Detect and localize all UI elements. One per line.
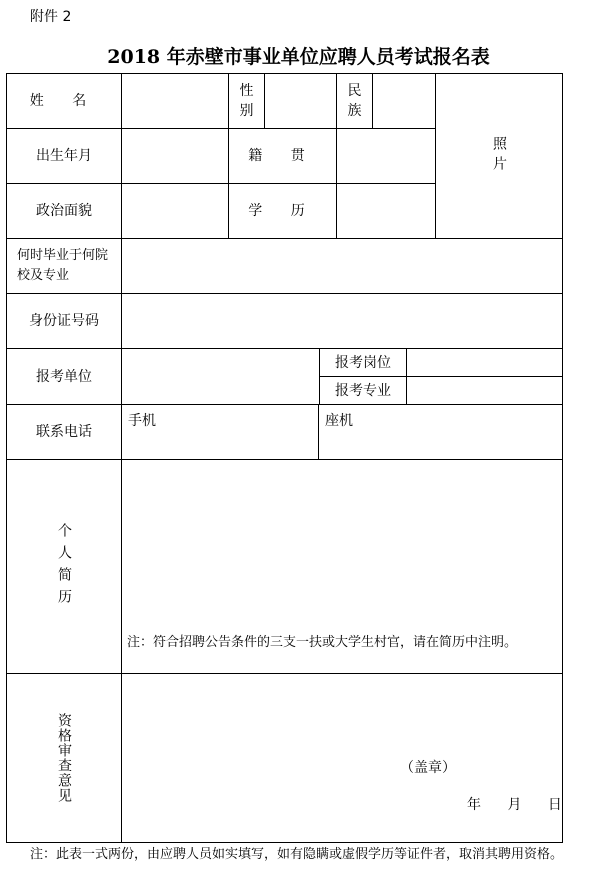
graduation-label: 何时毕业于何院校及专业 [17, 248, 109, 283]
table-border-right [562, 73, 563, 843]
ethnicity-label: 民族 [347, 83, 362, 119]
education-label: 学 历 [248, 203, 317, 219]
table-border-bottom [6, 842, 563, 843]
ethnicity-field[interactable] [373, 74, 435, 128]
resume-label-cell [7, 460, 121, 673]
native-place-label: 籍 贯 [248, 148, 317, 164]
political-status-label: 政治面貌 [36, 203, 92, 219]
mobile-label: 手机 [128, 413, 156, 429]
native-place-field[interactable] [337, 129, 435, 183]
apply-unit-field[interactable] [122, 349, 319, 404]
apply-post-label: 报考岗位 [335, 354, 391, 371]
apply-major-label: 报考专业 [335, 382, 391, 399]
contact-phone-label: 联系电话 [36, 424, 92, 440]
attachment-label: 附件 2 [30, 9, 72, 25]
date-label: 年 月 日 [467, 797, 562, 813]
landline-label: 座机 [325, 413, 353, 429]
id-number-label: 身份证号码 [29, 313, 99, 329]
review-field[interactable] [122, 674, 562, 842]
resume-note: 注：符合招聘公告条件的三支一扶或大学生村官，请在简历中注明。 [127, 635, 518, 650]
id-number-field[interactable] [122, 294, 562, 348]
resume-field[interactable] [122, 460, 562, 673]
mobile-field[interactable] [122, 405, 318, 459]
birth-field[interactable] [122, 129, 228, 183]
landline-field[interactable] [319, 405, 562, 459]
seal-label: （盖章） [400, 760, 456, 776]
photo-box[interactable] [436, 74, 562, 238]
review-label: 资格审查意见 [56, 713, 72, 803]
graduation-field[interactable] [122, 239, 562, 293]
footer-note: 注：此表一式两份，由应聘人员如实填写，如有隐瞒或虚假学历等证件者，取消其聘用资格。 [30, 847, 564, 862]
review-label-cell [7, 674, 121, 842]
resume-label: 个人简历 [56, 522, 72, 611]
apply-post-field[interactable] [407, 349, 562, 376]
gender-label: 性别 [239, 83, 254, 119]
apply-unit-label: 报考单位 [36, 368, 92, 385]
photo-label: 照片 [491, 136, 507, 176]
gender-field[interactable] [265, 74, 336, 128]
birth-label: 出生年月 [36, 148, 92, 164]
name-field[interactable] [122, 74, 228, 128]
political-status-field[interactable] [122, 184, 228, 238]
name-label: 姓 名 [29, 93, 99, 109]
education-field[interactable] [337, 184, 435, 238]
apply-major-field[interactable] [407, 377, 562, 404]
form-title: 2018 年赤壁市事业单位应聘人员考试报名表 [107, 46, 490, 68]
